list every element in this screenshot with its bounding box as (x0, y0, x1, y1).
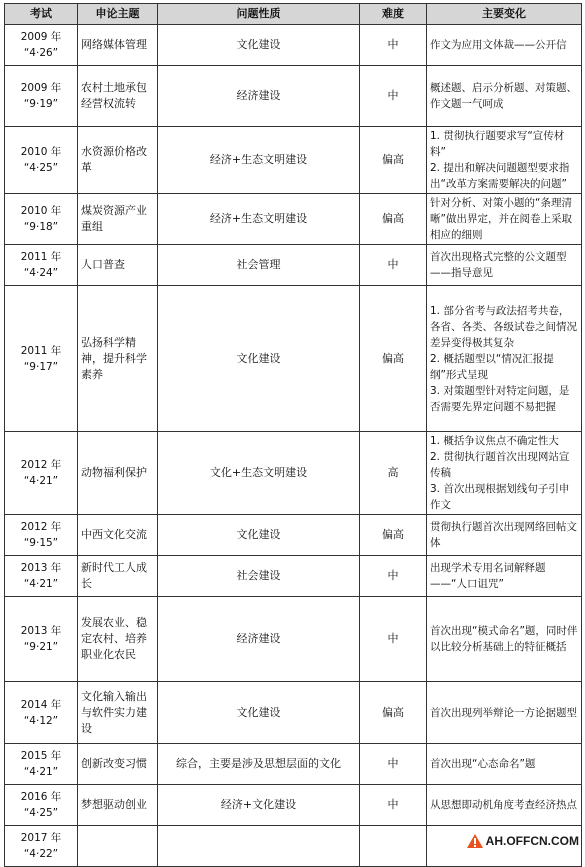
changes-cell (427, 66, 582, 127)
change-item: 首次出现“心态命名”题 (430, 758, 536, 770)
table-row (5, 682, 582, 744)
nature-cell: 文化建设 (158, 25, 360, 66)
exam-year: 2013 年 (20, 625, 62, 637)
difficulty-cell: 中 (360, 25, 427, 66)
exam-year: 2012 年 (20, 459, 62, 471)
exam-year: 2012 年 (20, 521, 62, 533)
change-item: 首次出现列举辩论一方论据题型 (430, 706, 577, 719)
exam-year: 2011 年 (20, 344, 62, 357)
theme-cell: 动物福利保护 (78, 432, 158, 515)
change-item: 3. 对策题型针对特定问题，是否需要先界定问题不易把握 (430, 384, 570, 413)
exam-cell (5, 744, 78, 785)
difficulty-cell: 偏高 (360, 127, 427, 194)
nature-cell: 文化建设 (158, 286, 360, 432)
nature-cell: 文化建设 (158, 515, 360, 556)
header-changes: 主要变化 (427, 4, 582, 25)
difficulty-cell: 中 (360, 245, 427, 286)
difficulty-cell (360, 826, 427, 867)
difficulty-cell: 偏高 (360, 682, 427, 744)
changes-cell (427, 245, 582, 286)
theme-cell: 网络媒体管理 (78, 25, 158, 66)
nature-cell: 经济+生态文明建设 (158, 194, 360, 245)
warning-triangle-icon (467, 834, 483, 848)
exam-year: 2009 年 (20, 31, 62, 43)
theme-cell: 中西文化交流 (78, 515, 158, 556)
exam-cell (5, 25, 78, 66)
exam-year: 2013 年 (20, 562, 62, 574)
change-item: 概述题、启示分析题、对策题、作文题一气呵成 (430, 82, 577, 110)
exam-year: 2017 年 (20, 832, 62, 844)
exam-cell (5, 432, 78, 515)
change-item: 3. 首次出现根据划线句子引申作文 (430, 483, 570, 511)
changes-cell (427, 785, 582, 826)
difficulty-cell: 中 (360, 785, 427, 826)
nature-cell: 经济+文化建设 (158, 785, 360, 826)
change-item: 作文为应用文体裁——公开信 (430, 39, 567, 51)
watermark (465, 833, 581, 849)
theme-cell: 弘扬科学精神，提升科学素养 (78, 286, 158, 432)
exam-cell (5, 682, 78, 744)
changes-cell (427, 744, 582, 785)
change-item: 贯彻执行题首次出现网络回帖文体 (430, 521, 577, 549)
theme-cell: 梦想驱动创业 (78, 785, 158, 826)
exam-cell (5, 826, 78, 867)
exam-summary-table (4, 3, 582, 867)
changes-cell (427, 127, 582, 194)
table-row (5, 245, 582, 286)
exam-year: 2010 年 (20, 146, 62, 158)
exam-date: “9·19” (23, 98, 59, 110)
exam-cell (5, 515, 78, 556)
change-item: 从思想即动机角度考查经济热点 (430, 799, 577, 811)
difficulty-cell: 中 (360, 556, 427, 597)
changes-cell (427, 556, 582, 597)
change-item: 1. 贯彻执行题要求写“宣传材料” (430, 130, 565, 158)
table-header-row (5, 4, 582, 25)
table-row (5, 744, 582, 785)
change-item: 1. 概括争议焦点不确定性大 (430, 435, 559, 447)
nature-cell: 社会管理 (158, 245, 360, 286)
nature-cell: 文化+生态文明建设 (158, 432, 360, 515)
difficulty-cell: 偏高 (360, 515, 427, 556)
nature-cell: 经济建设 (158, 597, 360, 682)
exam-date: “9·21” (23, 641, 59, 653)
exam-date: “4·25” (23, 162, 59, 174)
change-item: 出现学术专用名词解释题——“人口诅咒” (430, 562, 546, 590)
exam-date: “4·21” (23, 766, 59, 778)
theme-cell: 水资源价格改革 (78, 127, 158, 194)
exam-date: “9·15” (23, 537, 59, 549)
change-item: 2. 概括题型以“情况汇报提纲”形式呈现 (430, 352, 554, 381)
difficulty-cell: 偏高 (360, 194, 427, 245)
theme-cell: 创新改变习惯 (78, 744, 158, 785)
table-row (5, 597, 582, 682)
change-item: 针对分析、对策小题的“条理清晰”做出界定，并在阅卷上采取相应的细则 (430, 197, 572, 241)
nature-cell: 经济建设 (158, 66, 360, 127)
exam-year: 2016 年 (20, 791, 62, 803)
exam-date: “4·21” (23, 578, 59, 590)
nature-cell: 文化建设 (158, 682, 360, 744)
changes-cell (427, 597, 582, 682)
exam-cell (5, 556, 78, 597)
table-row (5, 194, 582, 245)
table-row (5, 432, 582, 515)
table-row (5, 66, 582, 127)
theme-cell: 煤炭资源产业重组 (78, 194, 158, 245)
changes-cell (427, 286, 582, 432)
header-exam: 考试 (5, 4, 78, 25)
nature-cell: 经济+生态文明建设 (158, 127, 360, 194)
exam-date: “4·12” (23, 714, 59, 727)
table-row (5, 127, 582, 194)
table-row (5, 556, 582, 597)
theme-cell: 文化输入输出与软件实力建设 (78, 682, 158, 744)
table-row (5, 515, 582, 556)
theme-cell: 新时代工人成长 (78, 556, 158, 597)
exam-year: 2010 年 (20, 205, 62, 217)
exam-date: “9·18” (23, 221, 59, 233)
exam-cell (5, 245, 78, 286)
difficulty-cell: 偏高 (360, 286, 427, 432)
theme-cell: 发展农业、稳定农村、培养职业化农民 (78, 597, 158, 682)
exam-date: “4·26” (23, 47, 59, 59)
changes-cell (427, 682, 582, 744)
header-difficulty: 难度 (360, 4, 427, 25)
nature-cell: 社会建设 (158, 556, 360, 597)
change-item: 首次出现“模式命名”题，同时伴以比较分析基础上的特征概括 (430, 625, 578, 653)
header-theme: 申论主题 (78, 4, 158, 25)
changes-cell (427, 194, 582, 245)
change-item: 首次出现格式完整的公文题型——指导意见 (430, 251, 567, 279)
table-row (5, 25, 582, 66)
exam-date: “4·25” (23, 807, 59, 819)
exam-date: “9·17” (23, 360, 59, 373)
exam-date: “4·21” (23, 475, 59, 487)
change-item: 1. 部分省考与政法招考共卷，各省、各类、各级试卷之间情况差异变得极其复杂 (430, 304, 577, 349)
theme-cell: 农村土地承包经营权流转 (78, 66, 158, 127)
changes-cell (427, 25, 582, 66)
exam-cell (5, 597, 78, 682)
difficulty-cell: 中 (360, 744, 427, 785)
header-nature: 问题性质 (158, 4, 360, 25)
difficulty-cell: 高 (360, 432, 427, 515)
exam-cell (5, 785, 78, 826)
table-row (5, 785, 582, 826)
difficulty-cell: 中 (360, 597, 427, 682)
table-row (5, 286, 582, 432)
theme-cell: 人口普查 (78, 245, 158, 286)
exam-year: 2014 年 (20, 698, 62, 711)
exam-year: 2015 年 (20, 750, 62, 762)
difficulty-cell: 中 (360, 66, 427, 127)
theme-cell (78, 826, 158, 867)
exam-year: 2011 年 (20, 251, 62, 263)
changes-cell (427, 515, 582, 556)
change-item: 2. 提出和解决问题题型要求指出“改革方案需要解决的问题” (430, 162, 570, 190)
exam-cell (5, 66, 78, 127)
exam-year: 2009 年 (20, 82, 62, 94)
exam-date: “4·24” (23, 267, 59, 279)
watermark-text: AH.OFFCN.COM (485, 834, 579, 848)
exam-cell (5, 194, 78, 245)
nature-cell (158, 826, 360, 867)
changes-cell (427, 432, 582, 515)
exam-date: “4·22” (23, 848, 59, 860)
change-item: 2. 贯彻执行题首次出现网站宣传稿 (430, 451, 570, 479)
nature-cell: 综合，主要是涉及思想层面的文化 (158, 744, 360, 785)
exam-cell (5, 286, 78, 432)
exam-cell (5, 127, 78, 194)
